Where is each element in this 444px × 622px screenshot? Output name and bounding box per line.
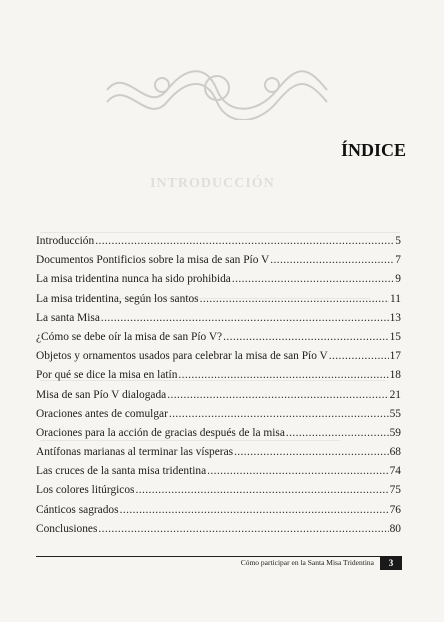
toc-leader-dots	[178, 369, 388, 381]
toc-leader-dots	[223, 331, 388, 343]
toc-entry-page: 17	[389, 350, 401, 363]
toc-entry-title: ¿Cómo se debe oír la misa de san Pío V?	[36, 330, 223, 343]
toc-leader-dots	[101, 312, 389, 324]
toc-leader-dots	[136, 484, 389, 496]
toc-entry[interactable]	[36, 331, 401, 350]
toc-entry-page: 21	[389, 388, 401, 401]
toc-entry-page: 15	[389, 330, 401, 343]
bleed-through-heading: INTRODUCCIÓN	[150, 176, 275, 191]
toc-leader-dots	[234, 446, 389, 458]
toc-entry[interactable]	[36, 484, 401, 503]
toc-entry-title: Los colores litúrgicos	[36, 484, 135, 497]
toc-entry-page: 11	[390, 292, 401, 305]
toc-entry[interactable]	[36, 235, 401, 254]
toc-entry[interactable]	[36, 504, 401, 523]
toc-entry-page: 9	[395, 273, 401, 286]
toc-leader-dots	[270, 254, 394, 266]
toc-entry-page: 59	[389, 426, 401, 439]
toc-entry[interactable]	[36, 465, 401, 484]
toc-entry[interactable]	[36, 389, 401, 408]
toc-leader-dots	[98, 523, 388, 535]
toc-leader-dots	[169, 408, 389, 420]
toc-entry-page: 7	[395, 254, 401, 267]
decorative-ornament-icon	[102, 60, 332, 120]
toc-entry[interactable]	[36, 312, 401, 331]
toc-leader-dots	[167, 389, 388, 401]
toc-entry-page: 55	[389, 407, 401, 420]
toc-entry[interactable]	[36, 427, 401, 446]
toc-leader-dots	[232, 273, 394, 285]
toc-leader-dots	[95, 235, 394, 247]
toc-leader-dots	[120, 504, 389, 516]
toc-entry[interactable]	[36, 254, 401, 273]
toc-entry-title: Objetos y ornamentos usados para celebrar la misa de san Pío V	[36, 350, 328, 363]
toc-entry-page: 13	[389, 311, 401, 324]
toc-entry[interactable]	[36, 523, 401, 542]
toc-leader-dots	[200, 293, 389, 305]
toc-entry-title: Cánticos sagrados	[36, 503, 119, 516]
page-title: ÍNDICE	[340, 140, 406, 160]
toc-entry-title: Documentos Pontificios sobre la misa de san Pío V	[36, 254, 270, 267]
toc-entry[interactable]	[36, 369, 401, 388]
table-of-contents	[36, 235, 401, 542]
toc-entry-title: Conclusiones	[36, 522, 98, 535]
toc-leader-dots	[207, 465, 388, 477]
toc-leader-dots	[329, 350, 389, 362]
toc-entry-title: La misa tridentina, según los santos	[36, 292, 199, 305]
toc-entry-title: Introducción	[36, 235, 95, 247]
toc-entry-page: 76	[389, 503, 401, 516]
toc-entry[interactable]	[36, 350, 401, 369]
toc-entry-page: 5	[395, 235, 401, 247]
toc-entry-page: 75	[389, 484, 401, 497]
toc-entry[interactable]	[36, 273, 401, 292]
toc-entry[interactable]	[36, 446, 401, 465]
footer-book-title: Cómo participar en la Santa Misa Tridentina	[240, 558, 374, 567]
toc-entry-title: Las cruces de la santa misa tridentina	[36, 465, 207, 478]
toc-leader-dots	[286, 427, 389, 439]
toc-entry-page: 18	[389, 369, 401, 382]
toc-entry[interactable]	[36, 408, 401, 427]
toc-entry-title: Por qué se dice la misa en latín	[36, 369, 178, 382]
toc-entry-title: La misa tridentina nunca ha sido prohibida	[36, 273, 231, 286]
toc-entry[interactable]	[36, 293, 401, 312]
toc-entry-title: Antífonas marianas al terminar las vísperas	[36, 446, 234, 459]
toc-entry-page: 68	[389, 446, 401, 459]
page-footer	[36, 556, 402, 570]
toc-entry-page: 80	[389, 522, 401, 535]
toc-entry-title: Oraciones antes de comulgar	[36, 407, 168, 420]
page-number-badge: 3	[380, 556, 402, 570]
toc-entry-title: Oraciones para la acción de gracias después de la misa	[36, 426, 285, 439]
toc-entry-page: 74	[389, 465, 401, 478]
toc-entry-title: Misa de san Pío V dialogada	[36, 388, 167, 401]
toc-entry-title: La santa Misa	[36, 311, 100, 324]
